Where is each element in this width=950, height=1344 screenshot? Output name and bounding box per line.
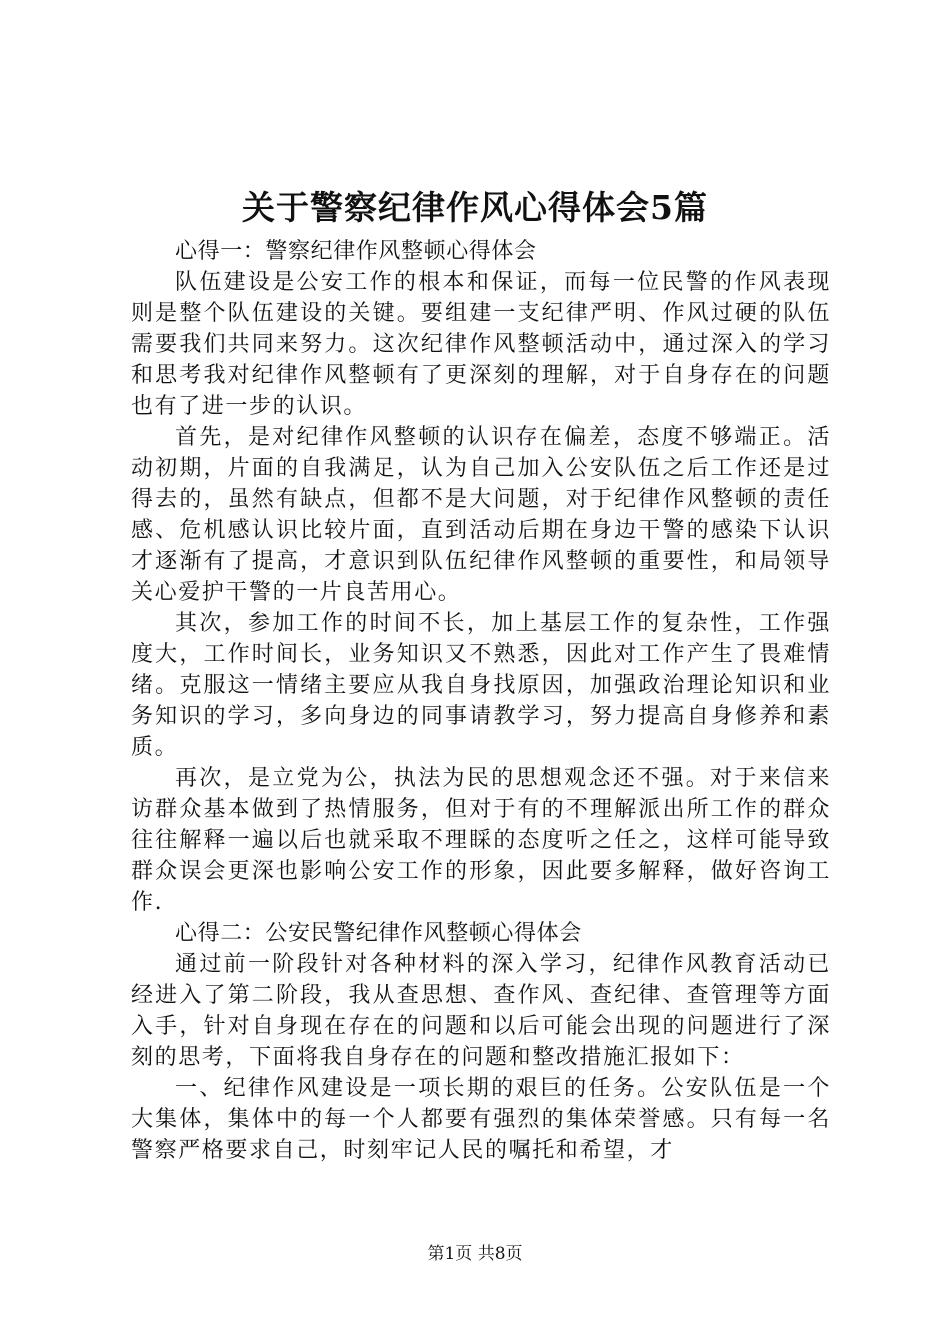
paragraph: 再次，是立党为公，执法为民的思想观念还不强。对于来信来访群众基本做到了热情服务，但对于有的不理解派出所工作的群众往往解释一遍以后也就采取不理睬的态度听之任之，这样可能导致群众误会更深也影响公安工作的形象，因此要多解释，做好咨询工作.	[131, 766, 831, 915]
section-heading-2: 心得二：公安民警纪律作风整顿心得体会	[175, 921, 582, 946]
section-heading-1: 心得一：警察纪律作风整顿心得体会	[175, 239, 537, 264]
page-footer: 第1页 共8页	[427, 1244, 523, 1264]
paragraph: 其次，参加工作的时间不长，加上基层工作的复杂性，工作强度大，工作时间长，业务知识又不熟悉，因此对工作产生了畏难情绪。克服这一情绪主要应从我自身找原因，加强政治理论知识和业务知识的学习，多向身边的同事请教学习，努力提高自身修养和素质。	[131, 611, 831, 760]
paragraph: 首先，是对纪律作风整顿的认识存在偏差，态度不够端正。活动初期，片面的自我满足，认为自己加入公安队伍之后工作还是过得去的，虽然有缺点，但都不是大问题，对于纪律作风整顿的责任感、危机感认识比较片面，直到活动后期在身边干警的感染下认识才逐渐有了提高，才意识到队伍纪律作风整顿的重要性，和局领导关心爱护干警的一片良苦用心。	[131, 425, 831, 605]
paragraph: 一、纪律作风建设是一项长期的艰巨的任务。公安队伍是一个大集体，集体中的每一个人都要有强烈的集体荣誉感。只有每一名警察严格要求自己，时刻牢记人民的嘱托和希望，才	[131, 1076, 831, 1163]
document-body	[131, 236, 831, 1166]
paragraph: 通过前一阶段针对各种材料的深入学习，纪律作风教育活动已经进入了第二阶段，我从查思想、查作风、查纪律、查管理等方面入手，针对自身现在存在的问题和以后可能会出现的问题进行了深刻的思考，下面将我自身存在的问题和整改措施汇报如下：	[131, 952, 831, 1070]
paragraph: 队伍建设是公安工作的根本和保证，而每一位民警的作风表现则是整个队伍建设的关键。要组建一支纪律严明、作风过硬的队伍需要我们共同来努力。这次纪律作风整顿活动中，通过深入的学习和思考我对纪律作风整顿有了更深刻的理解，对于自身存在的问题也有了进一步的认识。	[131, 270, 831, 419]
document-title: 关于警察纪律作风心得体会5篇	[242, 188, 708, 227]
